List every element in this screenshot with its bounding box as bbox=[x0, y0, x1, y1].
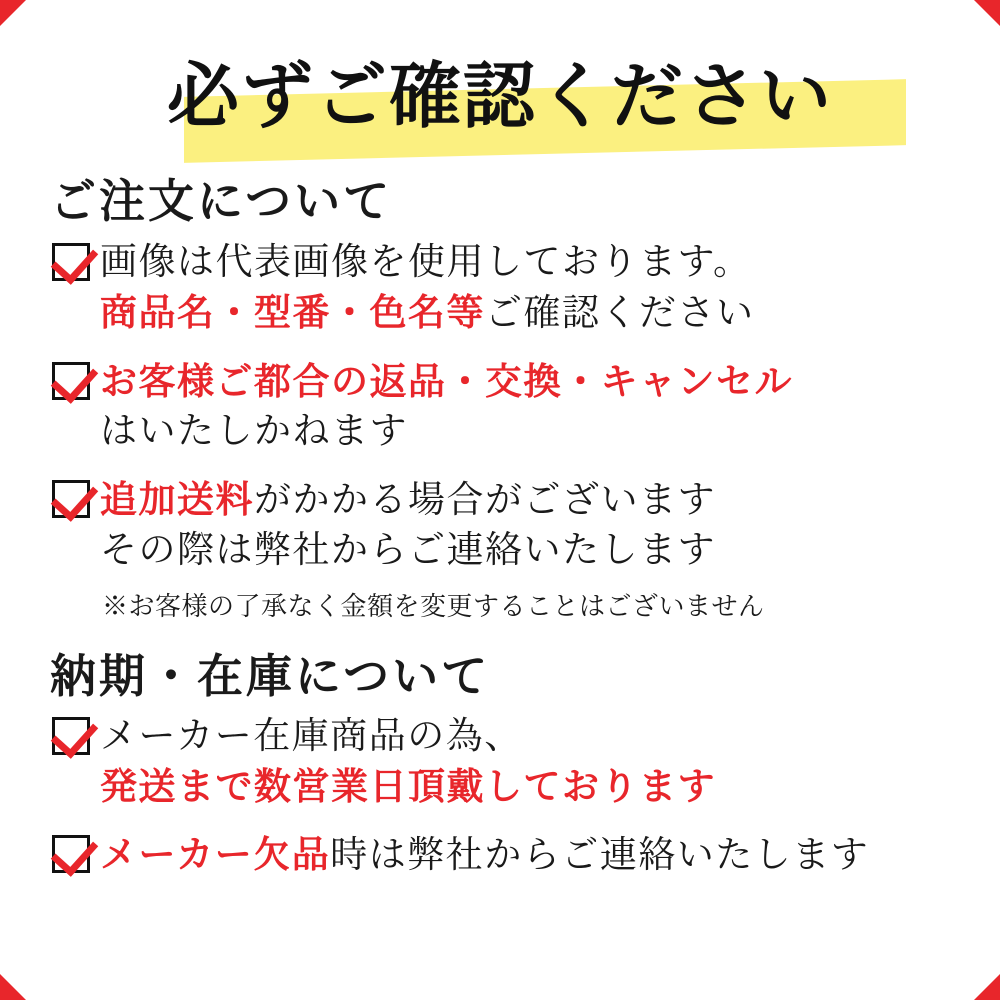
page-title-banner bbox=[44, 40, 956, 160]
list-item-line: はいたしかねます bbox=[100, 408, 408, 452]
list-item-line bbox=[100, 287, 956, 338]
check-icon bbox=[52, 243, 90, 281]
section-heading-delivery: 納期・在庫について bbox=[50, 648, 491, 703]
list-item bbox=[44, 474, 956, 575]
list-item-line: その際は弊社からご連絡いたします bbox=[100, 527, 716, 571]
list-item-text bbox=[100, 356, 956, 456]
list-item-line: お客様ご都合の返品・交換・キャンセル bbox=[100, 358, 793, 403]
list-item-line bbox=[100, 829, 956, 880]
list-item bbox=[44, 711, 956, 811]
list-item-line: 画像は代表画像を使用しております。 bbox=[100, 239, 752, 283]
section-heading-orders: ご注文について bbox=[50, 174, 393, 228]
list-item-text bbox=[100, 237, 956, 338]
check-icon bbox=[52, 835, 90, 873]
emphasis-text: 追加送料 bbox=[100, 476, 254, 521]
list-item-text bbox=[100, 711, 956, 811]
normal-text: がかかる場合がございます bbox=[254, 477, 716, 521]
list-item bbox=[44, 237, 956, 338]
list-item bbox=[44, 829, 956, 880]
normal-text: ご確認ください bbox=[485, 290, 755, 334]
page-title: 必ずご確認ください bbox=[166, 53, 833, 138]
list-item-text bbox=[100, 474, 956, 575]
list-item-note: ※お客様の了承なく金額を変更することはございません bbox=[102, 591, 765, 622]
normal-text: 時は弊社からご連絡いたします bbox=[330, 833, 870, 877]
list-item-line bbox=[100, 474, 956, 525]
list-item-text bbox=[100, 829, 956, 880]
emphasis-text: 商品名・型番・色名等 bbox=[100, 289, 485, 334]
check-icon bbox=[52, 717, 90, 755]
list-item-line: 発送まで数営業日頂戴しております bbox=[100, 764, 716, 809]
check-icon bbox=[52, 480, 90, 518]
emphasis-text: メーカー欠品 bbox=[100, 832, 331, 877]
list-item bbox=[44, 356, 956, 456]
check-icon bbox=[52, 362, 90, 400]
list-item-line: メーカー在庫商品の為、 bbox=[100, 714, 523, 758]
